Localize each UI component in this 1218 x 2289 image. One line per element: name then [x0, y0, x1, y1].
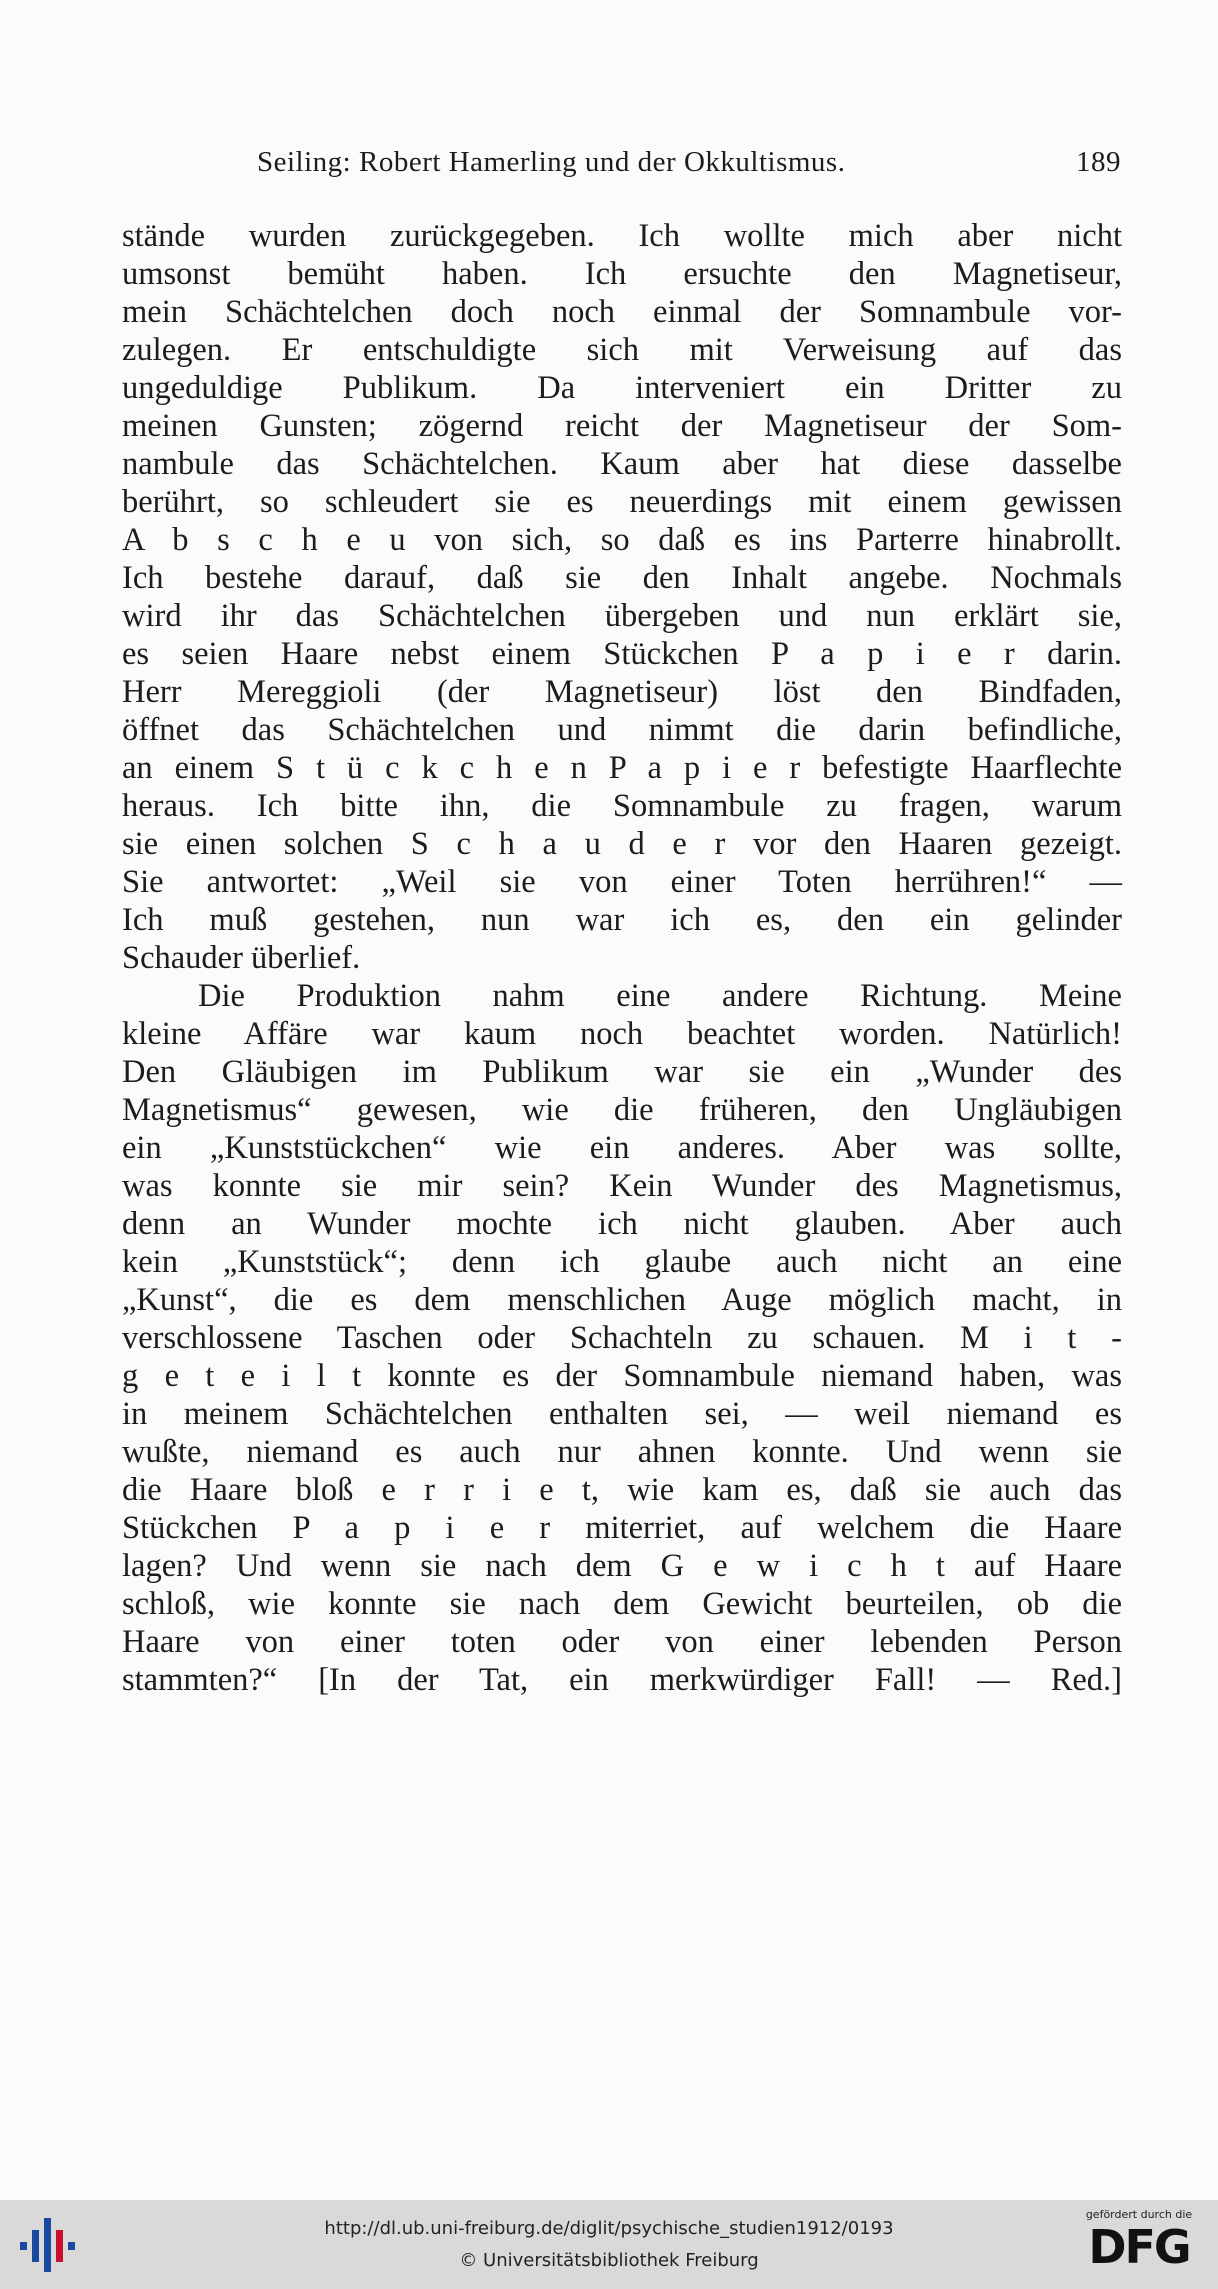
- sponsor-caption: gefördert durch die: [1085, 2208, 1193, 2221]
- viewer-footer: [0, 2200, 1218, 2289]
- text-line: Stückchen P a p i e r miterriet, auf welchem die Haare: [122, 1510, 1122, 1546]
- text-line: verschlossene Taschen oder Schachteln zu schauen. M i t -: [122, 1320, 1122, 1356]
- text-line: wußte, niemand es auch nur ahnen konnte. Und wenn sie: [122, 1434, 1122, 1470]
- text-line: Die Produktion nahm eine andere Richtung. Meine: [198, 978, 1122, 1014]
- text-line: stammten?“ [In der Tat, ein merkwürdiger Fall! — Red.]: [122, 1662, 1122, 1698]
- text-line: heraus. Ich bitte ihn, die Somnambule zu fragen, warum: [122, 788, 1122, 824]
- text-line: zulegen. Er entschuldigte sich mit Verweisung auf das: [122, 332, 1122, 368]
- text-line: kleine Affäre war kaum noch beachtet worden. Natürlich!: [122, 1016, 1122, 1052]
- text-line: Ich bestehe darauf, daß sie den Inhalt angebe. Nochmals: [122, 560, 1122, 596]
- text-line: denn an Wunder mochte ich nicht glauben. Aber auch: [122, 1206, 1122, 1242]
- dfg-sponsor-logo: [1074, 2208, 1204, 2284]
- text-line: an einem S t ü c k c h e n P a p i e r befestigte Haarflechte: [122, 750, 1122, 786]
- document-url[interactable]: http://dl.ub.uni-freiburg.de/diglit/psychische_studien1912/0193: [324, 2218, 894, 2239]
- text-line: g e t e i l t konnte es der Somnambule niemand haben, was: [122, 1358, 1122, 1394]
- copyright-notice: © Universitätsbibliothek Freiburg: [459, 2250, 759, 2271]
- text-line: öffnet das Schächtelchen und nimmt die darin befindliche,: [122, 712, 1122, 748]
- running-title: Seiling: Robert Hamerling und der Okkultismus.: [257, 146, 846, 178]
- text-line: berührt, so schleudert sie es neuerdings mit einem gewissen: [122, 484, 1122, 520]
- text-line: Den Gläubigen im Publikum war sie ein „Wunder des: [122, 1054, 1122, 1090]
- text-line: stände wurden zurückgegeben. Ich wollte mich aber nicht: [122, 218, 1122, 254]
- text-line: Schauder überlief.: [122, 940, 361, 976]
- text-line: die Haare bloß e r r i e t, wie kam es, daß sie auch das: [122, 1472, 1122, 1508]
- text-line: A b s c h e u von sich, so daß es ins Parterre hinabrollt.: [122, 522, 1122, 558]
- text-line: Ich muß gestehen, nun war ich es, den ein gelinder: [122, 902, 1122, 938]
- text-line: Haare von einer toten oder von einer lebenden Person: [122, 1624, 1122, 1660]
- text-line: ungeduldige Publikum. Da interveniert ein Dritter zu: [122, 370, 1122, 406]
- dfg-logo-text: DFG: [1088, 2220, 1190, 2274]
- text-line: wird ihr das Schächtelchen übergeben und nun erklärt sie,: [122, 598, 1122, 634]
- text-line: lagen? Und wenn sie nach dem G e w i c h t auf Haare: [122, 1548, 1122, 1584]
- text-line: was konnte sie mir sein? Kein Wunder des Magnetismus,: [122, 1168, 1122, 1204]
- text-line: Herr Mereggioli (der Magnetiseur) löst den Bindfaden,: [122, 674, 1122, 710]
- text-line: es seien Haare nebst einem Stückchen P a p i e r darin.: [122, 636, 1122, 672]
- text-line: kein „Kunststück“; denn ich glaube auch nicht an eine: [122, 1244, 1122, 1280]
- text-line: sie einen solchen S c h a u d e r vor den Haaren gezeigt.: [122, 826, 1122, 862]
- text-line: umsonst bemüht haben. Ich ersuchte den Magnetiseur,: [122, 256, 1122, 292]
- text-line: schloß, wie konnte sie nach dem Gewicht beurteilen, ob die: [122, 1586, 1122, 1622]
- text-line: Sie antwortet: „Weil sie von einer Toten herrühren!“ —: [122, 864, 1122, 900]
- text-line: nambule das Schächtelchen. Kaum aber hat diese dasselbe: [122, 446, 1122, 482]
- text-line: „Kunst“, die es dem menschlichen Auge möglich macht, in: [122, 1282, 1122, 1318]
- text-line: Magnetismus“ gewesen, wie die früheren, den Ungläubigen: [122, 1092, 1122, 1128]
- text-line: ein „Kunststückchen“ wie ein anderes. Aber was sollte,: [122, 1130, 1122, 1166]
- body-text: [122, 217, 1122, 1699]
- running-head: [120, 146, 1125, 190]
- text-line: in meinem Schächtelchen enthalten sei, — weil niemand es: [122, 1396, 1122, 1432]
- text-line: meinen Gunsten; zögernd reicht der Magnetiseur der Som-: [122, 408, 1122, 444]
- text-line: mein Schächtelchen doch noch einmal der Somnambule vor-: [122, 294, 1122, 330]
- page-number: 189: [1076, 146, 1121, 178]
